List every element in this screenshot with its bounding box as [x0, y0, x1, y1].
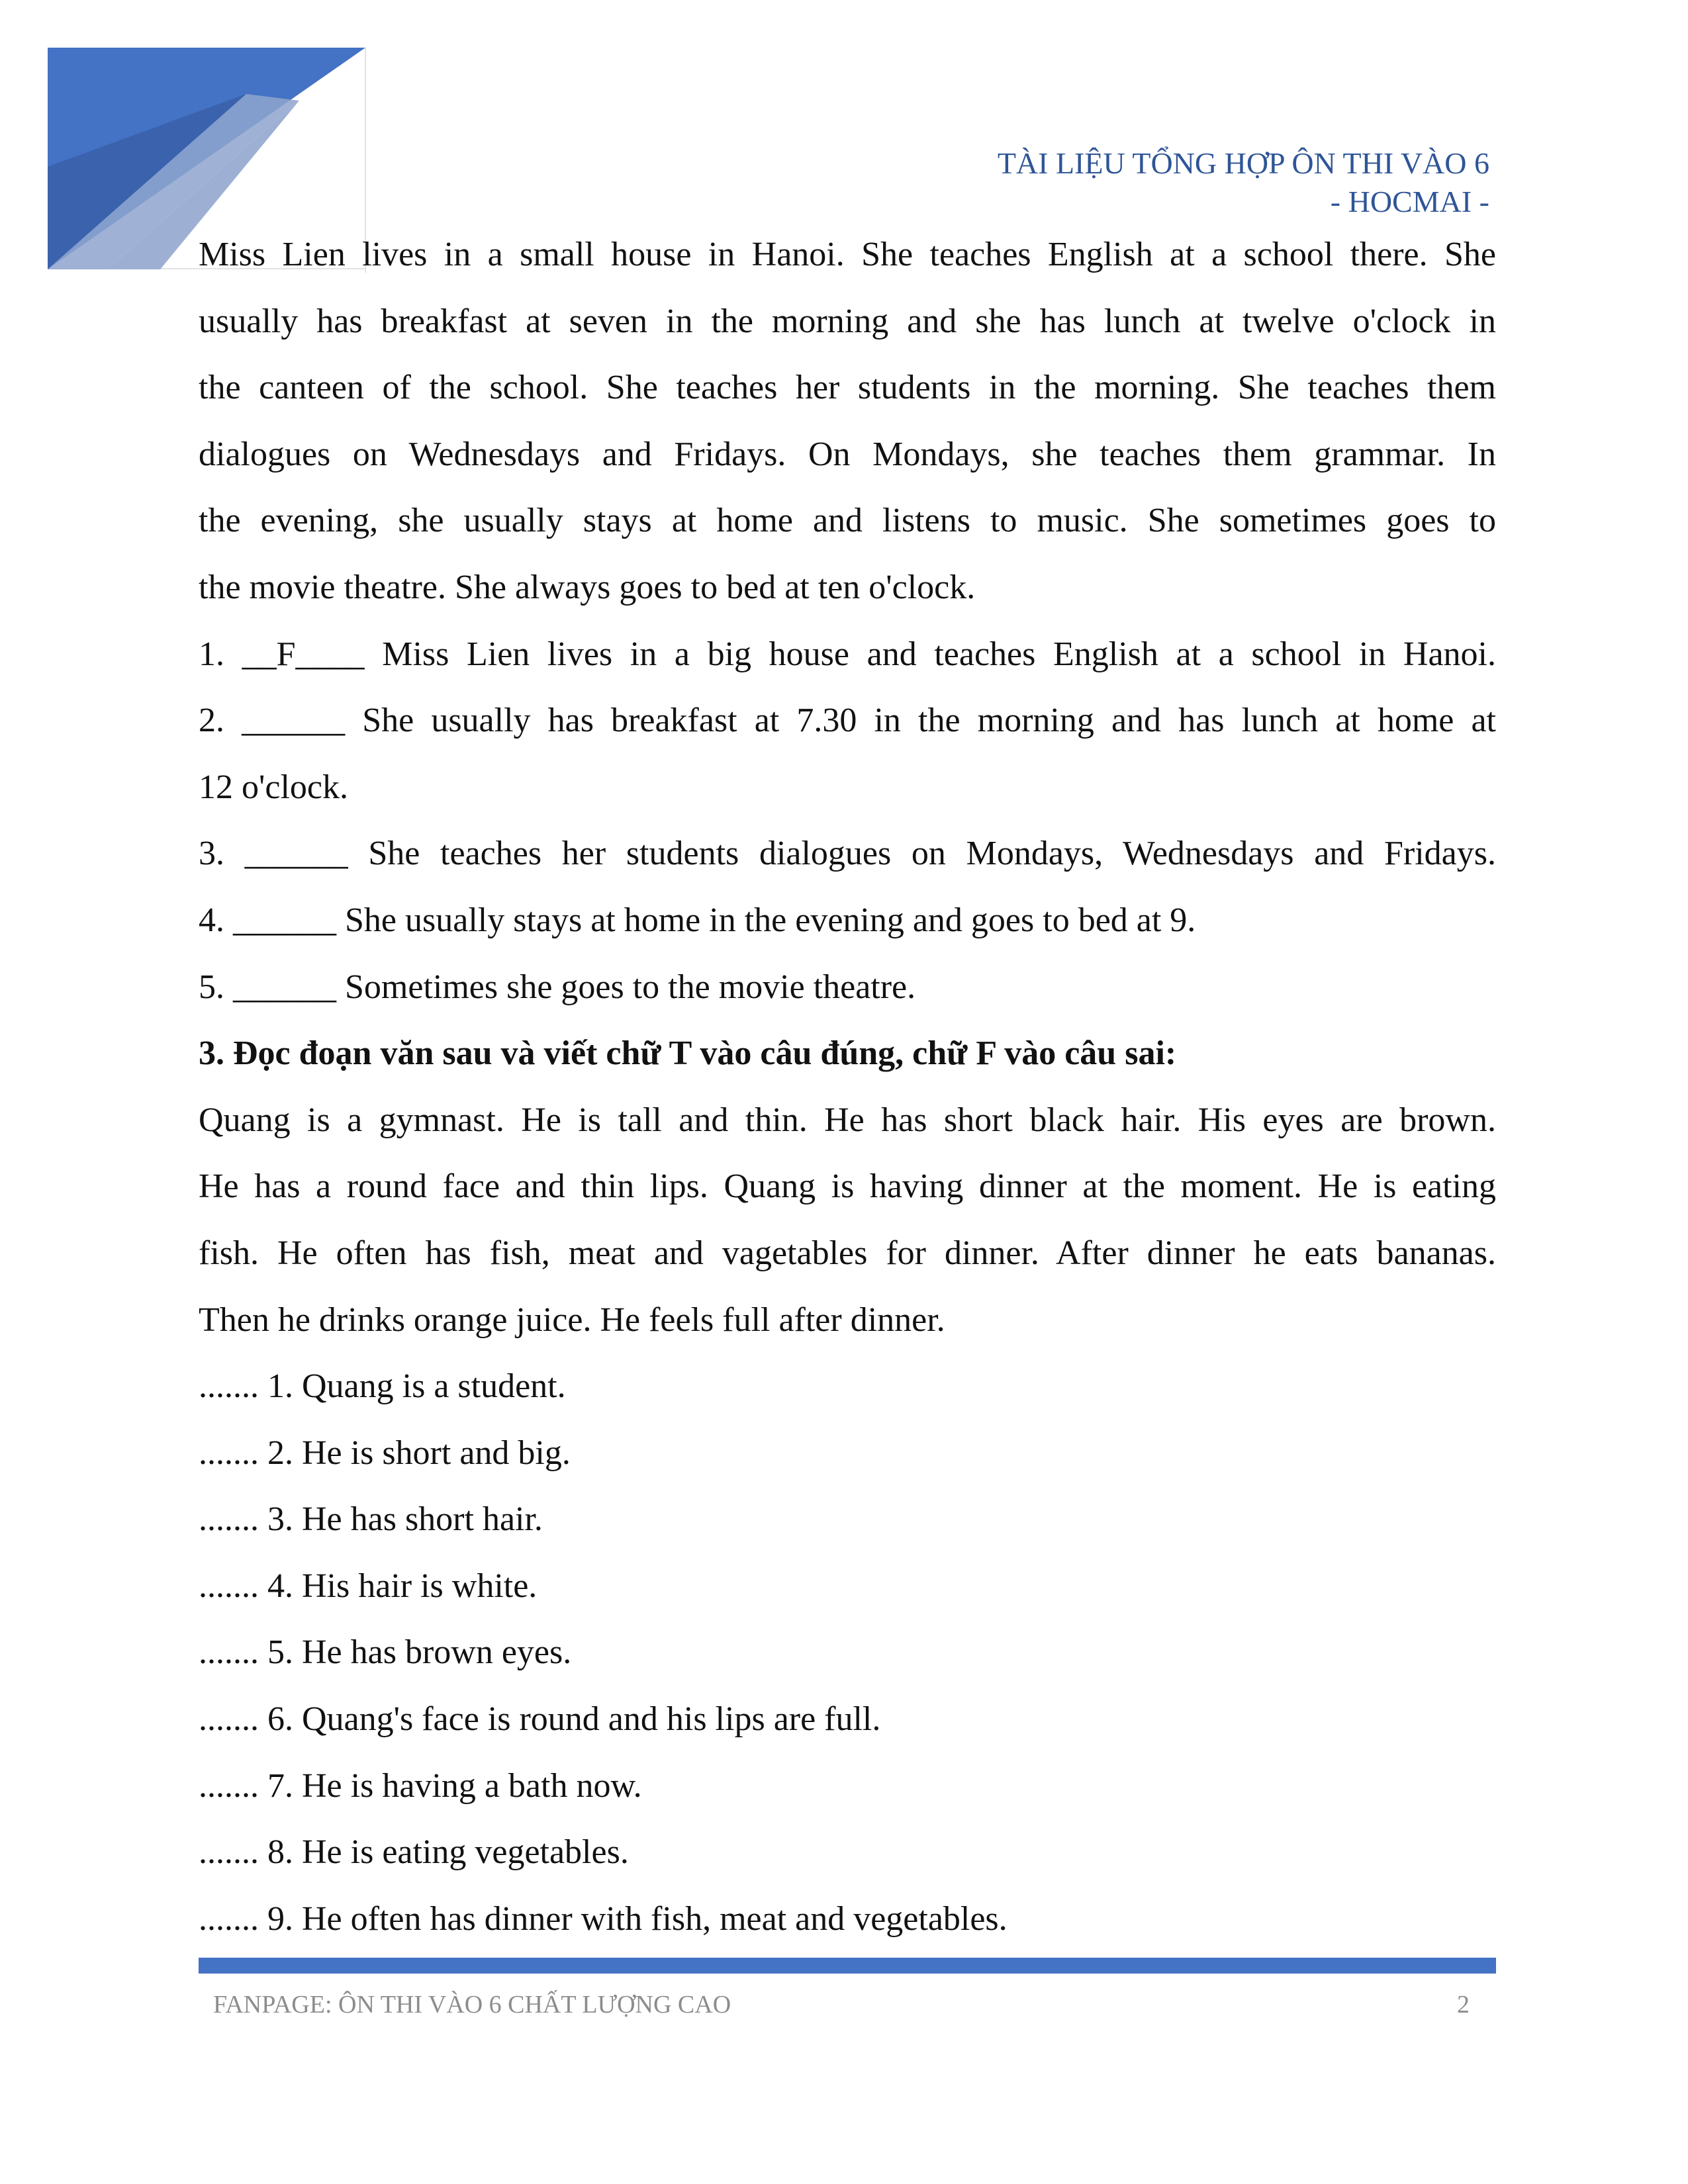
footer-divider-bar [199, 1958, 1496, 1974]
passage-line: the evening, she usually stays at home and listens to music. She sometimes goes to [199, 502, 1496, 540]
page-number: 2 [1457, 1991, 1470, 2019]
question-item: 1. __F____ Miss Lien lives in a big house and teaches English at a school in Hanoi. [199, 635, 1496, 673]
question-item-continuation: 12 o'clock. [199, 768, 348, 806]
statements-list [199, 1353, 1496, 1952]
questions-list-1 [199, 621, 1496, 1021]
passage-quang [199, 1087, 1496, 1353]
question-item: 5. ______ Sometimes she goes to the movie theatre. [199, 968, 916, 1006]
passage-line: Miss Lien lives in a small house in Hanoi. She teaches English at a school there. She [199, 236, 1496, 273]
passage-line: Then he drinks orange juice. He feels full after dinner. [199, 1300, 945, 1339]
statement-item: ....... 1. Quang is a student. [199, 1367, 566, 1406]
passage-line: dialogues on Wednesdays and Fridays. On Mondays, she teaches them grammar. In [199, 435, 1496, 473]
section-3-heading: 3. Đọc đoạn văn sau và viết chữ T vào câu đúng, chữ F vào câu sai: [199, 1034, 1177, 1073]
question-item: 3. ______ She teaches her students dialogues on Mondays, Wednesdays and Fridays. [199, 835, 1496, 873]
statement-item: ....... 2. He is short and big. [199, 1433, 571, 1472]
statement-item: ....... 3. He has short hair. [199, 1500, 543, 1539]
passage-miss-lien [199, 222, 1496, 621]
passage-line: the movie theatre. She always goes to bed at ten o'clock. [199, 568, 976, 606]
question-item: 2. ______ She usually has breakfast at 7.30 in the morning and has lunch at home at [199, 702, 1496, 740]
passage-line: fish. He often has fish, meat and vagetables for dinner. After dinner he eats bananas. [199, 1234, 1496, 1272]
passage-line: He has a round face and thin lips. Quang is having dinner at the moment. He is eating [199, 1167, 1496, 1206]
statement-item: ....... 8. He is eating vegetables. [199, 1833, 629, 1872]
header-title: TÀI LIỆU TỔNG HỢP ÔN THI VÀO 6 [997, 146, 1489, 180]
question-item: 4. ______ She usually stays at home in the evening and goes to bed at 9. [199, 901, 1196, 939]
passage-line: the canteen of the school. She teaches her students in the morning. She teaches them [199, 369, 1496, 407]
statement-item: ....... 6. Quang's face is round and his lips are full. [199, 1700, 881, 1739]
document-header [998, 144, 1489, 221]
statement-item: ....... 9. He often has dinner with fish, meat and vegetables. [199, 1899, 1008, 1938]
footer-fanpage-text: FANPAGE: ÔN THI VÀO 6 CHẤT LƯỢNG CAO [213, 1991, 731, 2019]
passage-line: Quang is a gymnast. He is tall and thin. He has short black hair. His eyes are brown. [199, 1101, 1496, 1139]
header-subtitle: - HOCMAI - [1330, 185, 1489, 218]
statement-item: ....... 5. He has brown eyes. [199, 1633, 572, 1672]
passage-line: usually has breakfast at seven in the morning and she has lunch at twelve o'clock in [199, 302, 1496, 340]
statement-item: ....... 4. His hair is white. [199, 1567, 538, 1605]
statement-item: ....... 7. He is having a bath now. [199, 1766, 642, 1805]
page-content [199, 222, 1496, 1952]
